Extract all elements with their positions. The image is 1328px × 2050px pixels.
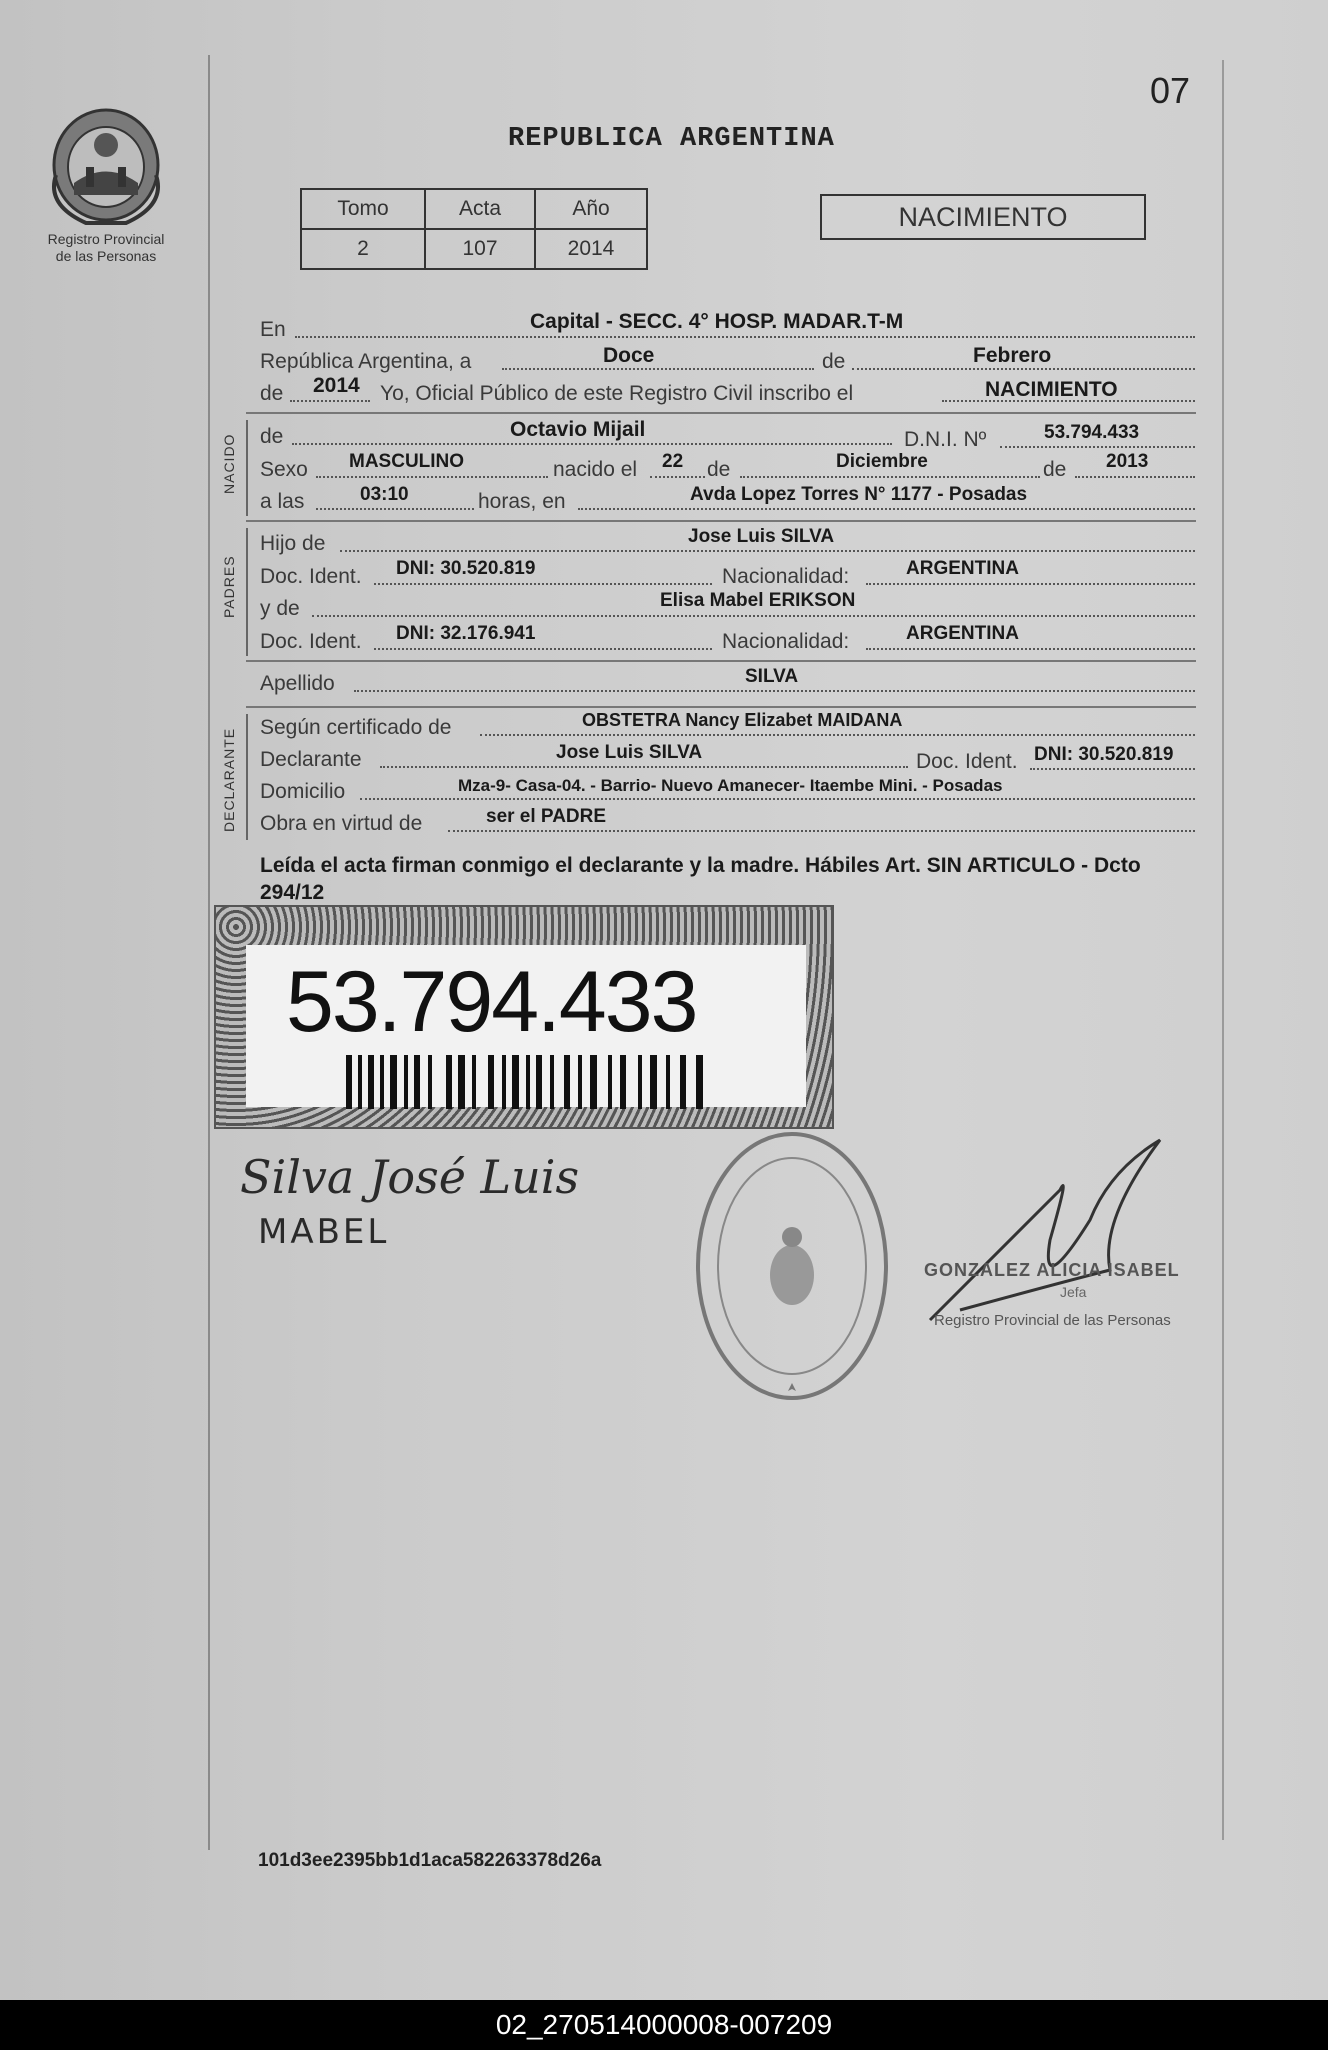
section-label-nacido: NACIDO: [221, 433, 237, 494]
section-label-declarante: DECLARANTE: [221, 727, 237, 832]
dotted-line: [312, 615, 1195, 617]
sticker-number: 53.794.433: [286, 954, 697, 1050]
logo-label-line2: de las Personas: [55, 248, 157, 264]
official-name: GONZALEZ ALICIA ISABEL: [924, 1260, 1180, 1280]
dotted-line: [740, 476, 1040, 478]
domicilio-label: Domicilio: [260, 780, 346, 803]
dotted-line: [866, 583, 1195, 585]
doc-label: Doc. Ident.: [260, 565, 362, 588]
logo-label-line1: Registro Provincial: [47, 231, 165, 247]
section-bracket: [246, 528, 248, 656]
dotted-line: [316, 508, 474, 510]
value-acta: 107: [425, 229, 535, 269]
doc-label: Doc. Ident.: [916, 750, 1018, 773]
registry-stamp-icon: [692, 1125, 892, 1407]
dotted-line: [650, 476, 705, 478]
official-statement: Yo, Oficial Público de este Registro Civil inscribo el: [380, 382, 854, 405]
dotted-line: [448, 830, 1195, 832]
nacionalidad-label: Nacionalidad:: [722, 565, 850, 588]
cert-label: Según certificado de: [260, 716, 452, 739]
birth-place: Avda Lopez Torres N° 1177 - Posadas: [690, 484, 1028, 505]
dotted-line: [360, 798, 1195, 800]
apellido-value: SILVA: [745, 666, 799, 687]
dotted-line: [380, 766, 908, 768]
value-ano: 2014: [535, 229, 647, 269]
dotted-line: [292, 443, 892, 445]
sticker-panel: [246, 945, 806, 1107]
section-divider: [246, 412, 1196, 414]
nacionalidad-label: Nacionalidad:: [722, 630, 850, 653]
sexo-label: Sexo: [260, 458, 308, 481]
father-doc: DNI: 30.520.819: [396, 558, 536, 579]
child-sex: MASCULINO: [349, 451, 465, 472]
birth-month: Diciembre: [836, 451, 928, 472]
page-number: 07: [1150, 70, 1191, 111]
dotted-line: [354, 690, 1195, 692]
record-type-box: NACIMIENTO: [820, 194, 1146, 240]
official-role: Jefa: [1060, 1284, 1087, 1300]
record-table: [300, 188, 648, 270]
de-label: de: [260, 425, 284, 448]
birth-day: 22: [662, 451, 684, 472]
alas-label: a las: [260, 490, 305, 513]
apellido-label: Apellido: [260, 672, 335, 695]
dotted-line: [1030, 768, 1195, 770]
dotted-line: [502, 368, 814, 370]
de-label: de: [260, 382, 284, 405]
registration-month: Febrero: [973, 344, 1052, 367]
yde-label: y de: [260, 597, 300, 620]
mother-doc: DNI: 32.176.941: [396, 623, 536, 644]
mother-nationality: ARGENTINA: [906, 623, 1019, 644]
nacido-label: nacido el: [553, 458, 638, 481]
inscribo-value: NACIMIENTO: [985, 378, 1118, 401]
en-label: En: [260, 318, 286, 341]
dotted-line: [316, 476, 548, 478]
dni-label: D.N.I. Nº: [904, 428, 987, 451]
registration-day: Doce: [603, 344, 655, 367]
handwritten-signature-mother: MABEL: [258, 1212, 390, 1252]
father-nationality: ARGENTINA: [906, 558, 1019, 579]
horas-label: horas, en: [478, 490, 566, 513]
barcode-icon: [346, 1055, 716, 1109]
dotted-line: [578, 508, 1195, 510]
dni-sticker: [214, 905, 834, 1129]
section-bracket: [246, 714, 248, 840]
footer-id-bar: 02_270514000008-007209: [0, 2000, 1328, 2050]
header-acta: Acta: [425, 189, 535, 229]
mother-name: Elisa Mabel ERIKSON: [660, 590, 856, 611]
section-divider: [246, 520, 1196, 522]
domicilio-value: Mza-9- Casa-04. - Barrio- Nuevo Amanecer- Itaembe Mini. - Posadas: [458, 776, 1003, 795]
header-tomo: Tomo: [301, 189, 425, 229]
cert-value: OBSTETRA Nancy Elizabet MAIDANA: [582, 710, 903, 730]
obra-label: Obra en virtud de: [260, 812, 423, 835]
registry-logo: [36, 105, 176, 265]
provincial-seal-icon: [46, 105, 166, 227]
hijo-label: Hijo de: [260, 532, 326, 555]
value-tomo: 2: [301, 229, 425, 269]
section-divider: [246, 660, 1196, 662]
declarante-doc: DNI: 30.520.819: [1034, 744, 1174, 765]
right-margin-line: [1222, 60, 1224, 1840]
section-divider: [246, 706, 1196, 708]
birth-year: 2013: [1106, 451, 1149, 472]
father-name: Jose Luis SILVA: [688, 526, 835, 547]
closing-note: Leída el acta firman conmigo el declarante y la madre. Hábiles Art. SIN ARTICULO - Dcto 294/12: [260, 854, 1141, 904]
birth-time: 03:10: [360, 484, 409, 505]
obra-value: ser el PADRE: [486, 806, 607, 827]
republica-label: República Argentina, a: [260, 350, 472, 373]
child-name: Octavio Mijail: [510, 418, 646, 441]
document-title: REPUBLICA ARGENTINA: [508, 124, 835, 154]
section-bracket: [246, 420, 248, 516]
de-label: de: [707, 458, 731, 481]
declarante-label: Declarante: [260, 748, 362, 771]
dotted-line: [480, 734, 1195, 736]
de-label: de: [822, 350, 846, 373]
doc-label: Doc. Ident.: [260, 630, 362, 653]
declarante-name: Jose Luis SILVA: [556, 742, 703, 763]
handwritten-signature-father: Silva José Luis: [240, 1150, 580, 1204]
dotted-line: [852, 368, 1195, 370]
left-margin-line: [208, 55, 210, 1850]
dotted-line: [340, 550, 1195, 552]
de-label: de: [1043, 458, 1067, 481]
registration-year: 2014: [313, 374, 360, 397]
official-department: Registro Provincial de las Personas: [934, 1312, 1171, 1329]
document-hash: 101d3ee2395bb1d1aca582263378d26a: [258, 1850, 602, 1871]
child-dni: 53.794.433: [1044, 422, 1140, 443]
registration-place: Capital - SECC. 4° HOSP. MADAR.T-M: [530, 310, 904, 333]
dotted-line: [1075, 476, 1195, 478]
dotted-line: [290, 400, 370, 402]
section-label-padres: PADRES: [221, 555, 237, 618]
dotted-line: [1000, 446, 1195, 448]
dotted-line: [374, 648, 712, 650]
dotted-line: [295, 336, 1195, 338]
header-ano: Año: [535, 189, 647, 229]
dotted-line: [866, 648, 1195, 650]
official-signature-icon: [920, 1130, 1170, 1330]
dotted-line: [374, 583, 712, 585]
